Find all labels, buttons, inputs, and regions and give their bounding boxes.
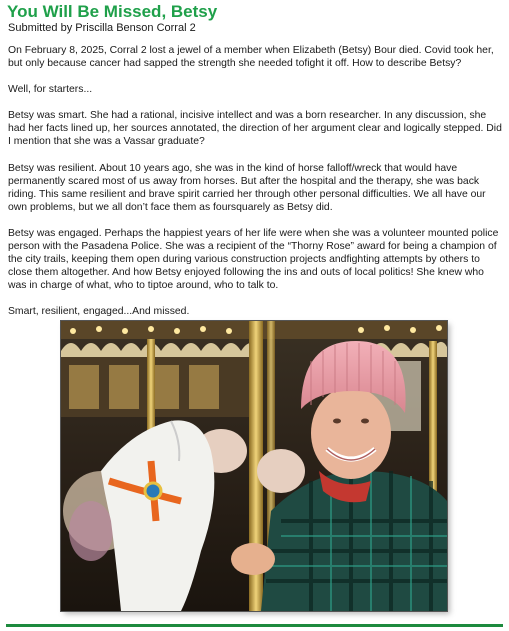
paragraph-closing: Smart, resilient, engaged...And missed. xyxy=(8,306,190,318)
article-title: You Will Be Missed, Betsy xyxy=(7,2,218,21)
paragraph-smart: Betsy was smart. She had a rational, incisive intellect and was a born researcher. In any discussion, she had her facts lined up, her sources annotated, the direction of her argument clear and logically stepped. Did I mention that she was a Vassar graduate? xyxy=(8,110,502,148)
article-byline: Submitted by Priscilla Benson Corral 2 xyxy=(8,22,196,34)
article-body xyxy=(8,44,504,332)
paragraph-starters: Well, for starters... xyxy=(8,84,93,96)
memorial-photo xyxy=(60,320,448,612)
paragraph-intro: On February 8, 2025, Corral 2 lost a jewel of a member when Elizabeth (Betsy) Bour died. Covid took her, but only because cancer had sapped the strength she needed tofight it off. How to describe Betsy? xyxy=(8,45,494,70)
paragraph-resilient: Betsy was resilient. About 10 years ago, she was in the kind of horse falloff/wreck that would have permanently scared most of us away from horses. But after the hospital and the therapy, she was back riding. This same resilient and brave spirit carried her through other personal difficulties. We all have our own problems, but we all don’t face them as foursquarely as Betsy did. xyxy=(8,162,486,213)
paragraph-engaged: Betsy was engaged. Perhaps the happiest years of her life were when she was a volunteer mounted police person with the Pasadena Police. She was a recipient of the “Thorny Rose” award for being a champion of the city trails, keeping them open during various construction projects andfighting attempts by others to close them altogether. And how Betsy enjoyed following the ins and outs of local politics! She knew who was in charge of what, who to tiptoe around, who to talk to. xyxy=(8,227,499,292)
footer-rule xyxy=(6,624,503,627)
